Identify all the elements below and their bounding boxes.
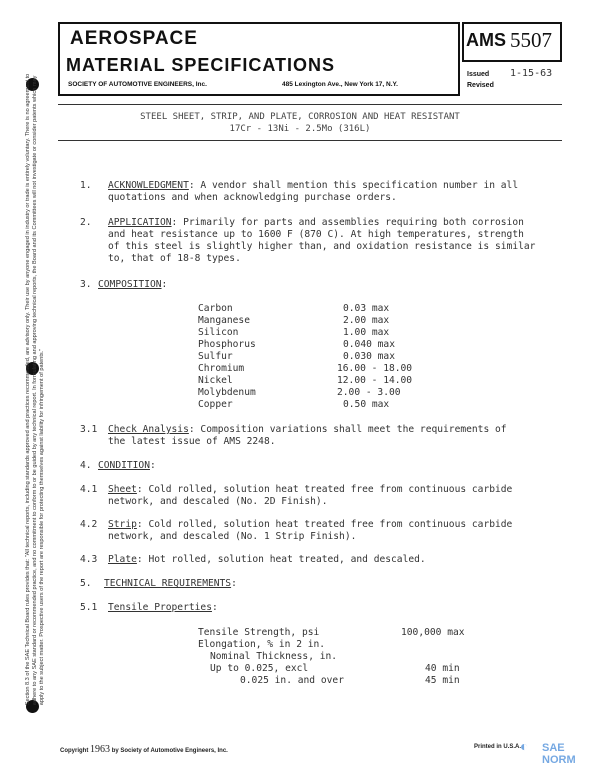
section-4-1-body-line1: Sheet: Cold rolled, solution heat treated free from continuous carbide <box>108 484 513 495</box>
section-4-2-body-line1: Strip: Cold rolled, solution heat treated free from continuous carbide <box>108 519 513 530</box>
composition-element: Sulfur <box>198 351 233 362</box>
section-4-3-body-line1: Plate: Hot rolled, solution heat treated, and descaled. <box>108 554 426 565</box>
composition-value: 2.00 max <box>343 315 390 326</box>
tensile-strength-value: 100,000 max <box>401 627 465 638</box>
printed-in-usa: Printed in U.S.A. <box>474 744 522 750</box>
section-1-number: 1. <box>80 180 92 191</box>
section-3-1-number: 3.1 <box>80 424 98 435</box>
header-society: SOCIETY OF AUTOMOTIVE ENGINEERS, Inc. <box>68 81 207 88</box>
section-1-text: : A vendor shall mention this specification number in all <box>188 180 519 191</box>
ams-number: 5507 <box>510 28 552 52</box>
nominal-thickness-label: Nominal Thickness, in. <box>210 651 338 662</box>
section-4-2-number: 4.2 <box>80 519 98 530</box>
composition-element: Manganese <box>198 315 250 326</box>
ams-label: AMS <box>466 30 506 50</box>
section-4-title: CONDITION: <box>98 460 156 471</box>
copyright-year: 1963 <box>90 744 111 755</box>
section-5-1-number: 5.1 <box>80 602 98 613</box>
section-2-body-line4: to, that of 18-8 types. <box>108 253 241 264</box>
issued-date: 1-15-63 <box>510 68 553 79</box>
section-4-2-heading: Strip <box>108 519 137 530</box>
section-4-1-heading: Sheet <box>108 484 137 495</box>
issued-label: Issued <box>467 71 490 78</box>
composition-value: 1.00 max <box>343 327 390 338</box>
section-4-3-heading: Plate <box>108 554 137 565</box>
section-3-title: COMPOSITION: <box>98 279 168 290</box>
composition-value: 2.00 - 3.00 <box>337 387 401 398</box>
section-1-body-line2: quotations and when acknowledging purchase orders. <box>108 192 397 203</box>
composition-element: Copper <box>198 399 233 410</box>
section-3-1-body-line1: Check Analysis: Composition variations shall meet the requirements of <box>108 424 507 435</box>
section-5-1-title: Tensile Properties: <box>108 602 218 613</box>
spec-title-line1: STEEL SHEET, STRIP, AND PLATE, CORROSION AND HEAT RESISTANT <box>140 112 460 122</box>
section-3-heading: COMPOSITION <box>98 279 162 290</box>
composition-value: 0.03 max <box>343 303 390 314</box>
side-legal-notice: Section 8.3 of the SAE Technical Board rules provides that: "All technical reports, including standards approved and practices recommended, are advisory only. Their use by anyone engaged in industry or trade is entirely voluntary. There is no agreement to adhere to any SAE standard or recommended practice, and no commitment to conform to or be guided by any technical report. In formulating and approving technical reports, the Board and its Committees will not investigate or consider patents which may apply to the subject matter. Prospective users of the report are responsible for protecting themselves against liability for infringement of patents." <box>24 73 45 706</box>
section-4-2-body-line2: network, and descaled (No. 1 Strip Finish). <box>108 531 357 542</box>
thickness-row-value: 40 min <box>425 663 460 674</box>
section-3-1-heading: Check Analysis <box>108 424 189 435</box>
section-2-text: : Primarily for parts and assemblies requiring both corrosion <box>171 217 524 228</box>
composition-element: Phosphorus <box>198 339 256 350</box>
composition-element: Silicon <box>198 327 239 338</box>
title-rule-top <box>58 104 562 105</box>
watermark-logo-icon: ◐ <box>520 738 529 754</box>
section-1-body-line1 <box>108 180 518 192</box>
section-4-1-body-line2: network, and descaled (No. 2D Finish). <box>108 496 328 507</box>
section-5-heading: TECHNICAL REQUIREMENTS <box>104 578 232 589</box>
composition-element: Nickel <box>198 375 233 386</box>
header-address: 485 Lexington Ave., New York 17, N.Y. <box>282 81 398 88</box>
composition-value: 16.00 - 18.00 <box>337 363 413 374</box>
composition-element: Molybdenum <box>198 387 256 398</box>
spec-title-line2: 17Cr - 13Ni - 2.5Mo (316L) <box>229 124 371 134</box>
section-5-title: TECHNICAL REQUIREMENTS: <box>104 578 237 589</box>
composition-value: 0.030 max <box>343 351 395 362</box>
section-2-body-line3: of this steel is slightly higher than, and oxidation resistance is similar <box>108 241 536 252</box>
composition-element: Carbon <box>198 303 233 314</box>
composition-value: 0.50 max <box>343 399 390 410</box>
composition-value: 0.040 max <box>343 339 395 350</box>
section-3-number: 3. <box>80 279 92 290</box>
revised-label: Revised <box>467 82 494 89</box>
section-3-1-body-line2: the latest issue of AMS 2248. <box>108 436 276 447</box>
title-rule-bottom <box>58 140 562 141</box>
section-2-body-line1 <box>108 217 524 229</box>
thickness-row-label: Up to 0.025, excl <box>210 663 309 674</box>
section-5-1-heading: Tensile Properties <box>108 602 212 613</box>
thickness-row-label: 0.025 in. and over <box>240 675 344 686</box>
section-2-number: 2. <box>80 217 92 228</box>
watermark-text: SAE NORM <box>542 742 576 766</box>
composition-value: 12.00 - 14.00 <box>337 375 413 386</box>
section-4-number: 4. <box>80 460 92 471</box>
section-2-heading: APPLICATION <box>108 217 172 228</box>
section-1-heading: ACKNOWLEDGMENT <box>108 180 189 191</box>
section-2-body-line2: and heat resistance up to 1600 F (870 C). At high temperatures, strength <box>108 229 524 240</box>
thickness-row-value: 45 min <box>425 675 460 686</box>
composition-element: Chromium <box>198 363 245 374</box>
header-title-aerospace: AEROSPACE <box>70 28 198 49</box>
section-4-3-number: 4.3 <box>80 554 98 565</box>
section-4-1-number: 4.1 <box>80 484 98 495</box>
header-title-material-specifications: MATERIAL SPECIFICATIONS <box>66 55 336 75</box>
tensile-strength-label: Tensile Strength, psi <box>198 627 320 638</box>
section-4-heading: CONDITION <box>98 460 150 471</box>
copyright-line: Copyright 1963 by Society of Automotive Engineers, Inc. <box>60 744 228 755</box>
elongation-label: Elongation, % in 2 in. <box>198 639 326 650</box>
section-5-number: 5. <box>80 578 92 589</box>
